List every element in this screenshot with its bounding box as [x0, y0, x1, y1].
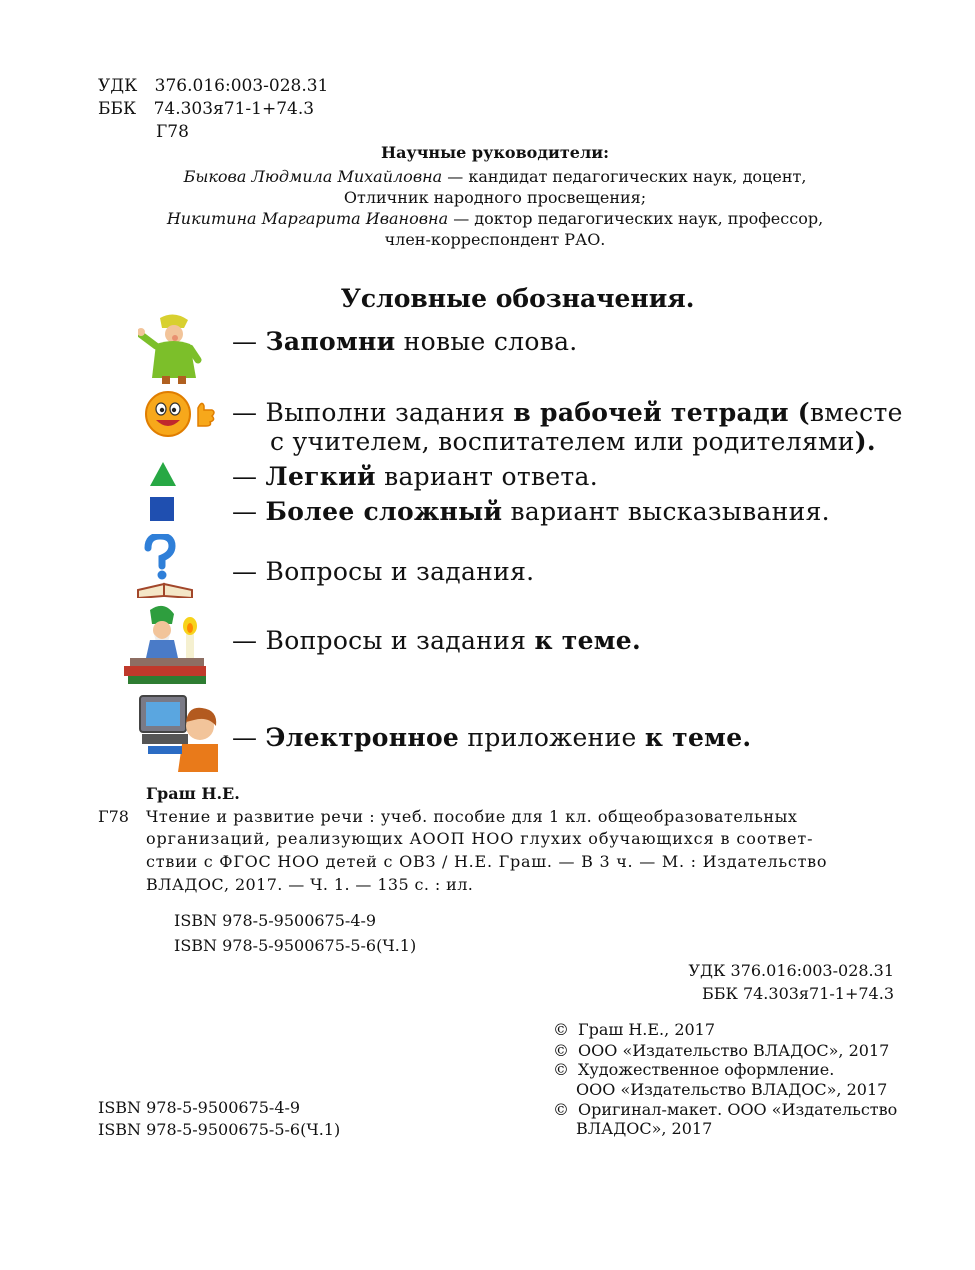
legend-title: Условные обозначения.: [340, 284, 695, 313]
supervisor-1-desc: — кандидат педагогических наук, доцент,: [442, 167, 807, 186]
legend-remember-bold: Запомни: [265, 327, 396, 356]
legend-easy-rest: вариант ответа.: [375, 462, 598, 491]
legend-row-topic-questions: [232, 626, 641, 655]
legend-easy-bold: Легкий: [265, 462, 376, 491]
udk-label: УДК: [98, 76, 138, 96]
legend-electronic-bold: Электронное: [265, 723, 460, 752]
legend-workbook-b: вместе: [809, 398, 903, 427]
smiley-thumb-icon: [140, 390, 218, 440]
legend-topic-bold: к теме.: [534, 626, 642, 655]
catalog-line-3: ствии с ФГОС НОО детей с ОВЗ / Н.Е. Граш. — В 3 ч. — М. : Издательство: [146, 852, 828, 871]
catalog-isbn-1: ISBN 978-5-9500675-4-9: [174, 911, 377, 930]
catalog-line-1: Чтение и развитие речи : учеб. пособие для 1 кл. общеобразовательных: [146, 807, 798, 826]
legend-workbook-close: ).: [854, 427, 876, 456]
copyright-3b: ООО «Издательство ВЛАДОС», 2017: [576, 1080, 888, 1099]
legend-row-electronic: [232, 723, 751, 752]
supervisor-1-name: Быкова Людмила Михайловна: [183, 167, 443, 186]
copyright-4-text: Оригинал-макет. ООО «Издательство: [578, 1100, 898, 1119]
legend-topic-a: Вопросы и задания: [265, 626, 535, 655]
gnome-books-icon: [120, 604, 214, 688]
copyright-1-text: Граш Н.Е., 2017: [578, 1020, 716, 1039]
bbk-label: ББК: [98, 99, 137, 119]
catalog-mark: Г78: [98, 807, 129, 826]
question-book-icon: [136, 534, 196, 598]
boy-computer-icon: [138, 694, 220, 772]
catalog-author: Граш Н.Е.: [146, 784, 240, 803]
copyright-3: [553, 1060, 834, 1079]
legend-workbook-line2: с учителем, воспитателем или родителями: [270, 427, 855, 456]
catalog-bbk: ББК 74.303я71-1+74.3: [701, 984, 894, 1003]
copyright-4b: ВЛАДОС», 2017: [576, 1119, 713, 1138]
bbk-line: [98, 99, 314, 119]
legend-dash: —: [232, 497, 266, 526]
author-mark: Г78: [156, 122, 189, 142]
legend-complex-bold: Более сложный: [265, 497, 503, 526]
footer-isbn-2: ISBN 978-5-9500675-5-6(Ч.1): [98, 1120, 341, 1139]
legend-workbook-a: Выполни задания: [265, 398, 514, 427]
legend-questions-text: Вопросы и задания.: [265, 557, 535, 586]
legend-workbook-bold: в рабочей тетради (: [513, 398, 810, 427]
supervisor-1: [0, 167, 975, 186]
legend-dash: —: [232, 626, 266, 655]
blue-square-icon: [150, 497, 174, 521]
legend-electronic-a: приложение: [459, 723, 645, 752]
supervisor-2-desc: — доктор педагогических наук, профессор,: [448, 209, 824, 228]
supervisor-2-name: Никитина Маргарита Ивановна: [166, 209, 449, 228]
dwarf-icon: [138, 312, 208, 386]
legend-complex-rest: вариант высказывания.: [502, 497, 830, 526]
supervisor-2-desc2: член-корреспондент РАО.: [384, 230, 606, 249]
legend-dash: —: [232, 327, 266, 356]
legend-dash: —: [232, 462, 266, 491]
copyright-2: [553, 1041, 889, 1060]
copyright-4: [553, 1100, 897, 1119]
bbk-value: 74.303я71-1+74.3: [153, 99, 315, 119]
legend-row-workbook-2: [270, 427, 876, 456]
copyright-sym: ©: [553, 1060, 569, 1079]
copyright-sym: ©: [553, 1100, 569, 1119]
legend-dash: —: [232, 723, 266, 752]
udk-line: [98, 76, 328, 96]
copyright-2-text: ООО «Издательство ВЛАДОС», 2017: [578, 1041, 890, 1060]
udk-value: 376.016:003-028.31: [154, 76, 329, 96]
legend-row-remember: [232, 327, 578, 356]
legend-remember-rest: новые слова.: [395, 327, 578, 356]
supervisors-heading: Научные руководители:: [380, 143, 610, 162]
catalog-line-4: ВЛАДОС, 2017. — Ч. 1. — 135 с. : ил.: [146, 875, 474, 894]
footer-isbn-1: ISBN 978-5-9500675-4-9: [98, 1098, 301, 1117]
catalog-isbn-2: ISBN 978-5-9500675-5-6(Ч.1): [174, 936, 417, 955]
copyright-1: [553, 1020, 715, 1039]
supervisor-1-desc2: Отличник народного просвещения;: [343, 188, 647, 207]
legend-dash: —: [232, 398, 266, 427]
legend-row-complex: [232, 497, 830, 526]
legend-electronic-bold2: к теме.: [644, 723, 752, 752]
green-triangle-icon: [150, 462, 176, 486]
legend-dash: —: [232, 557, 266, 586]
catalog-line-2: организаций, реализующих АООП НОО глухих обучающихся в соответ-: [146, 829, 814, 848]
copyright-3-text: Художественное оформление.: [578, 1060, 835, 1079]
legend-row-easy: [232, 462, 598, 491]
copyright-sym: ©: [553, 1041, 569, 1060]
supervisor-2: [0, 209, 975, 228]
legend-row-workbook: [232, 398, 903, 427]
catalog-udk: УДК 376.016:003-028.31: [688, 961, 894, 980]
copyright-sym: ©: [553, 1020, 569, 1039]
legend-row-questions: [232, 557, 534, 586]
